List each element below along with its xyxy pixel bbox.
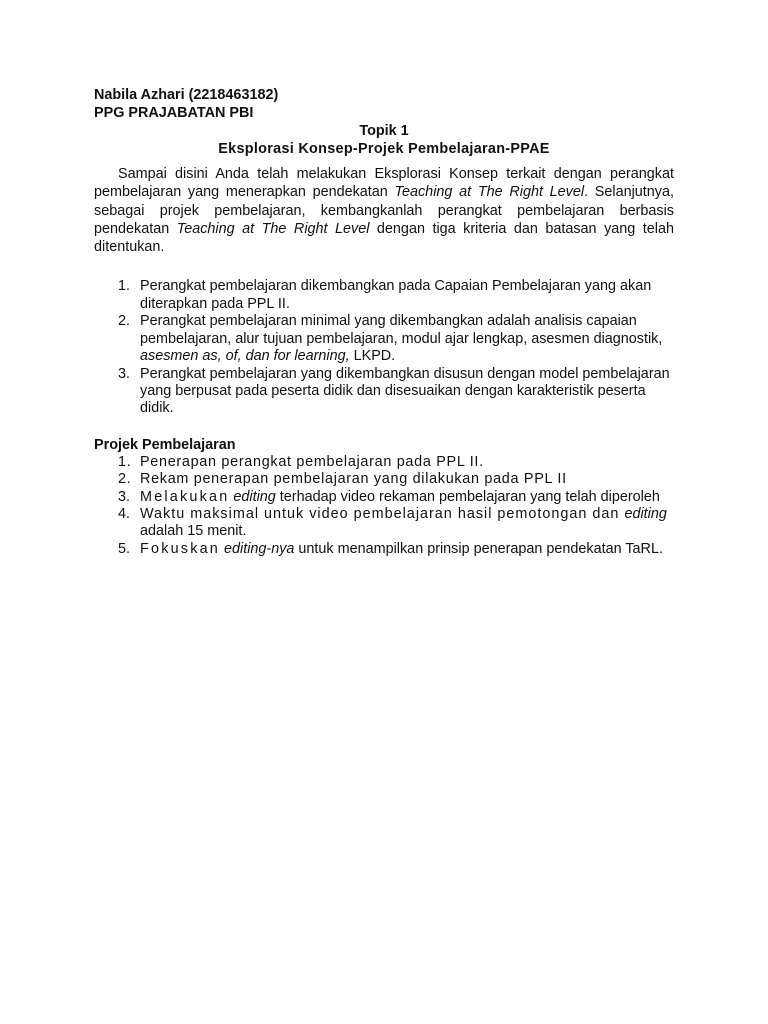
list-item xyxy=(94,366,674,418)
list-text: Perangkat pembelajaran dikembangkan pada Capaian Pembelajaran yang akan diterapkan pada PPL II. xyxy=(140,278,652,312)
list-item xyxy=(94,489,674,506)
intro-emphasis-1: Teaching at The Right Level xyxy=(394,184,585,201)
list-number: 3. xyxy=(118,488,131,505)
list-item xyxy=(94,541,674,558)
list-text: untuk menampilkan prinsip penerapan pendekatan TaRL. xyxy=(294,540,663,557)
list-emphasis: editing xyxy=(233,488,276,505)
projek-list xyxy=(94,454,674,558)
topic-title: Topik 1 xyxy=(359,123,409,139)
list-emphasis: editing xyxy=(624,505,667,522)
list-number: 3. xyxy=(118,365,131,382)
intro-emphasis-2: Teaching at The Right Level xyxy=(176,220,370,237)
list-item xyxy=(94,454,674,471)
list-text: Perangkat pembelajaran minimal yang dikembangkan adalah analisis capaian pembelajaran, alur tujuan pembelajaran, modul ajar lengkap, asesmen diagnostik, xyxy=(140,313,663,347)
section-title: Projek Pembelajaran xyxy=(94,436,236,453)
list-number: 2. xyxy=(118,471,132,488)
intro-text-2: . Selanjutnya, sebagai projek pembelajaran, kembangkanlah perangkat pembelajaran berbasis pendekatan xyxy=(94,184,675,237)
list-number: 4. xyxy=(118,505,131,522)
list-number: 5. xyxy=(118,540,131,557)
author-line: Nabila Azhari (2218463182) xyxy=(94,87,279,103)
list-emphasis: asesmen as, of, dan for learning, xyxy=(140,348,350,365)
list-item xyxy=(94,471,674,488)
list-emphasis: editing-nya xyxy=(224,540,295,557)
list-item xyxy=(94,313,674,365)
intro-text-1: Sampai disini Anda telah melakukan Eksplorasi Konsep terkait dengan perangkat pembelajaran yang menerapkan pendekatan xyxy=(94,166,674,201)
intro-paragraph xyxy=(94,165,674,256)
intro-text-3: dengan tiga kriteria dan batasan yang telah ditentukan. xyxy=(94,220,674,256)
program-line: PPG PRAJABATAN PBI xyxy=(94,105,254,121)
list-lead: Melakukan xyxy=(140,488,230,505)
list-text-tail: adalah 15 menit. xyxy=(140,523,247,540)
list-text-tail: LKPD. xyxy=(349,348,396,365)
document-subtitle: Eksplorasi Konsep-Projek Pembelajaran-PPAE xyxy=(218,141,550,157)
list-number: 1. xyxy=(118,278,131,295)
criteria-list xyxy=(94,278,674,417)
list-item xyxy=(94,278,674,313)
list-lead: Fokuskan xyxy=(140,540,220,557)
list-text: terhadap video rekaman pembelajaran yang telah diperoleh xyxy=(275,488,660,505)
list-text: Penerapan perangkat pembelajaran pada PPL II. xyxy=(140,453,484,470)
list-text: Waktu maksimal untuk video pembelajaran hasil pemotongan dan xyxy=(140,505,625,522)
list-number: 2. xyxy=(118,313,131,330)
list-text: Perangkat pembelajaran yang dikembangkan disusun dengan model pembelajaran yang berpusat pada peserta didik dan disesuaikan dengan karakteristik peserta didik. xyxy=(140,365,670,417)
list-text: Rekam penerapan pembelajaran yang dilakukan pada PPL II xyxy=(140,471,567,488)
list-number: 1. xyxy=(118,453,132,470)
list-item xyxy=(94,506,674,541)
